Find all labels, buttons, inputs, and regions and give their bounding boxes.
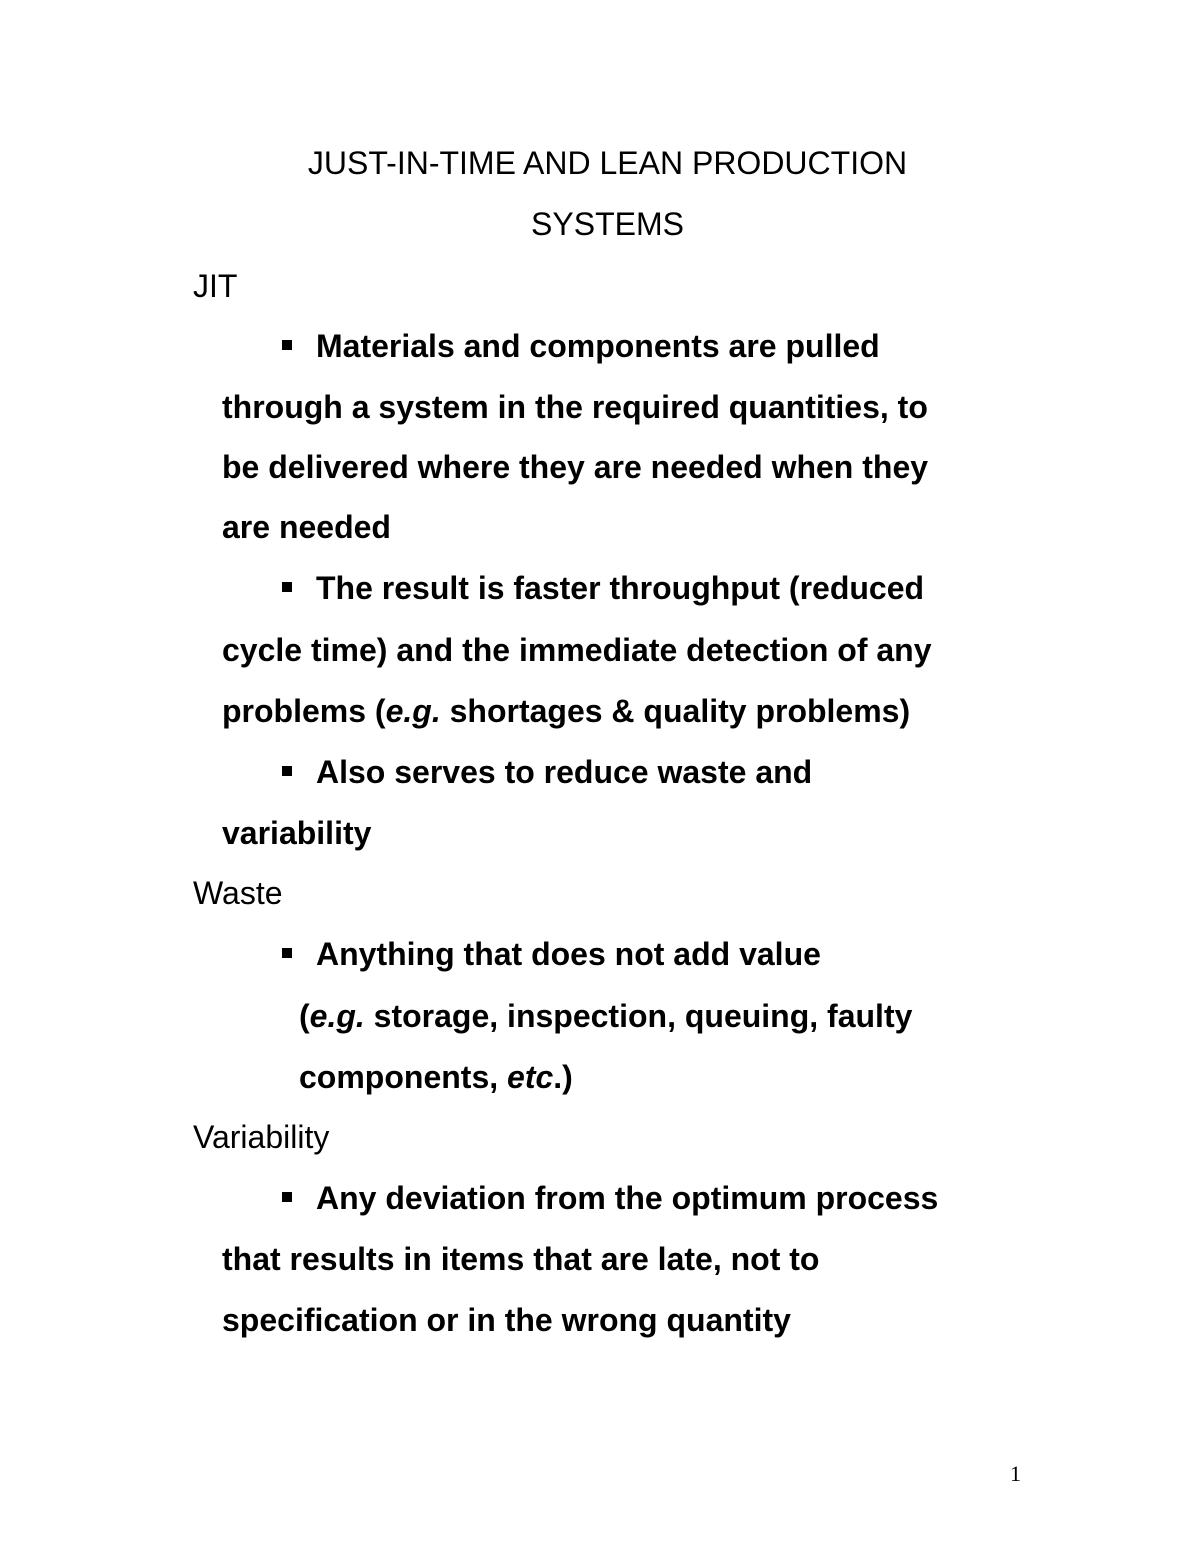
jit-bullet-1-cont-2: be delivered where they are needed when they	[222, 449, 929, 485]
jit-bullet-1-cont-1: through a system in the required quantities, to	[222, 389, 928, 425]
title-line-2: SYSTEMS	[531, 206, 684, 242]
jit-bullet-3-cont-1: variability	[222, 815, 372, 851]
square-bullet-icon	[282, 948, 292, 958]
square-bullet-icon	[282, 582, 292, 592]
waste-bullet-1-text: Anything that does not add value	[316, 936, 821, 972]
variability-bullet-1	[278, 1178, 938, 1218]
square-bullet-icon	[282, 340, 292, 350]
jit-bullet-3-text: Also serves to reduce waste and	[316, 754, 813, 790]
jit-bullet-1-text: Materials and components are pulled	[316, 328, 880, 364]
variability-bullet-1-cont-1: that results in items that are late, not to	[222, 1241, 820, 1277]
variability-bullet-1-cont-2: specification or in the wrong quantity	[222, 1302, 791, 1338]
jit-bullet-2-cont-1: cycle time) and the immediate detection of any	[222, 632, 932, 668]
jit-bullet-1	[278, 326, 880, 366]
heading-waste: Waste	[193, 875, 283, 911]
heading-jit: JIT	[193, 268, 238, 304]
jit-bullet-2-text: The result is faster throughput (reduced	[316, 570, 925, 606]
jit-bullet-1-cont-3: are needed	[222, 509, 391, 545]
page-number: 1	[1010, 1461, 1021, 1486]
heading-variability: Variability	[193, 1119, 330, 1155]
jit-bullet-2	[278, 568, 924, 608]
square-bullet-icon	[282, 766, 292, 776]
title-line-1: JUST-IN-TIME AND LEAN PRODUCTION	[307, 145, 908, 181]
square-bullet-icon	[282, 1192, 292, 1202]
waste-bullet-1	[278, 934, 821, 974]
waste-bullet-1-cont-2: components, etc.)	[299, 1059, 573, 1095]
variability-bullet-1-text: Any deviation from the optimum process	[316, 1180, 939, 1216]
jit-bullet-3	[278, 752, 812, 792]
waste-bullet-1-cont-1: (e.g. storage, inspection, queuing, faulty	[299, 998, 913, 1034]
jit-bullet-2-cont-2: problems (e.g. shortages & quality problems)	[222, 693, 911, 729]
